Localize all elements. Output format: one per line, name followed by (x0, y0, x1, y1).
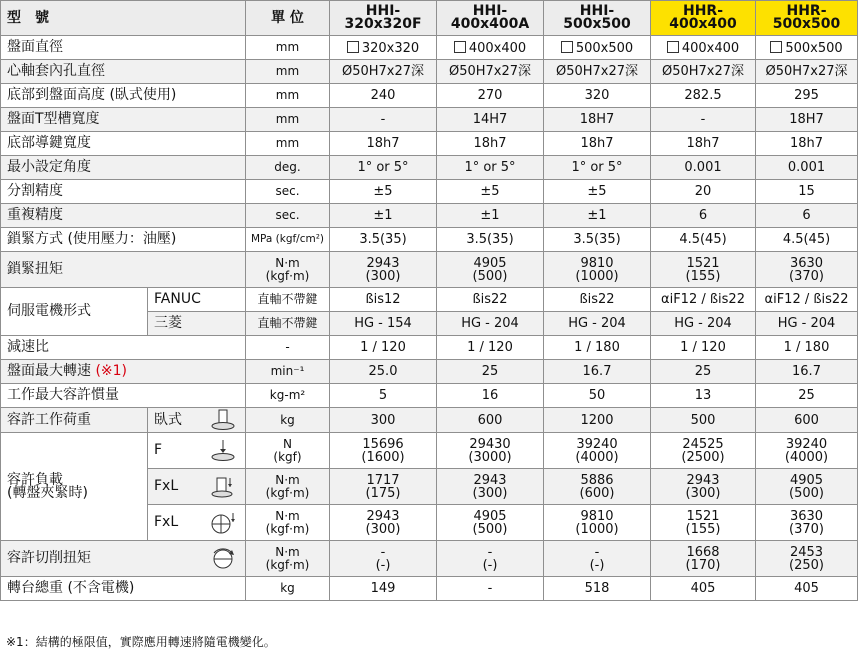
row-unit: mm (246, 36, 330, 60)
row-label: 重複精度 (1, 204, 246, 228)
row-label: 心軸套內孔直徑 (1, 60, 246, 84)
model-header: HHI-320x320F (330, 1, 437, 36)
row-label: 分割精度 (1, 180, 246, 204)
cell: 9810 (1000) (544, 252, 651, 288)
work-load-row (1, 408, 858, 433)
cell: 3.5(35) (437, 228, 544, 252)
cell: 6 (756, 204, 858, 228)
cell: 500x500 (544, 36, 651, 60)
cell: 24525 (2500) (651, 433, 756, 469)
cell: 149 (330, 577, 437, 601)
repeat-row (1, 204, 858, 228)
cell: - (330, 108, 437, 132)
model-header: HHR-400x400 (651, 1, 756, 36)
table-size-row (1, 36, 858, 60)
cell: 13 (651, 384, 756, 408)
cell: 320 (544, 84, 651, 108)
cell: - (437, 577, 544, 601)
cell: 18H7 (756, 108, 858, 132)
cell: 18h7 (544, 132, 651, 156)
cell: ±1 (330, 204, 437, 228)
row-label: 容許負載 (轉盤夾緊時) (1, 433, 148, 541)
cell: 1° or 5° (330, 156, 437, 180)
row-unit: mm (246, 108, 330, 132)
cell: 18H7 (544, 108, 651, 132)
row-unit: 直軸不帶鍵 (246, 312, 330, 336)
row-label: 底部導鍵寬度 (1, 132, 246, 156)
cell: 39240 (4000) (544, 433, 651, 469)
cell: 1° or 5° (544, 156, 651, 180)
cell: Ø50H7x27深 (544, 60, 651, 84)
cell: 3.5(35) (330, 228, 437, 252)
cell: 1 / 120 (437, 336, 544, 360)
cell: 240 (330, 84, 437, 108)
row-unit: mm (246, 84, 330, 108)
row-unit: N·m (kgf·m) (246, 252, 330, 288)
cell: 2943 (300) (651, 469, 756, 505)
cell: 25 (651, 360, 756, 384)
row-unit: - (246, 336, 330, 360)
row-label: 最小設定角度 (1, 156, 246, 180)
model-header: HHR-500x500 (756, 1, 858, 36)
cell: 2453 (250) (756, 541, 858, 577)
t-slot-row (1, 108, 858, 132)
row-unit: sec. (246, 180, 330, 204)
cell: 0.001 (756, 156, 858, 180)
sub-label: F (148, 433, 246, 469)
model-header: HHI-500x500 (544, 1, 651, 36)
cell: 1° or 5° (437, 156, 544, 180)
cell: 18h7 (651, 132, 756, 156)
row-label: 鎖緊方式 (使用壓力：油壓) (1, 228, 246, 252)
cell: HG - 204 (437, 312, 544, 336)
cell: 300 (330, 408, 437, 433)
cell: 600 (437, 408, 544, 433)
cell: HG - 154 (330, 312, 437, 336)
cell: 1717 (175) (330, 469, 437, 505)
cell: 16.7 (544, 360, 651, 384)
sub-label: FANUC (148, 288, 246, 312)
cell: 282.5 (651, 84, 756, 108)
cell: 320x320 (330, 36, 437, 60)
axial-force-icon (208, 439, 238, 463)
row-unit: kg-m² (246, 384, 330, 408)
row-unit: N (kgf) (246, 433, 330, 469)
square-icon (454, 41, 466, 53)
cell: - (651, 108, 756, 132)
cell: 518 (544, 577, 651, 601)
cell: Ø50H7x27深 (437, 60, 544, 84)
row-label: 盤面最大轉速 (※1) (1, 360, 246, 384)
row-unit: min⁻¹ (246, 360, 330, 384)
cell: 4.5(45) (651, 228, 756, 252)
cell: 18h7 (330, 132, 437, 156)
row-unit: MPa (kgf/cm²) (246, 228, 330, 252)
footnote: ※1：結構的極限值，實際應用轉速將隨電機變化。 (6, 635, 276, 649)
row-label: 工作最大容許慣量 (1, 384, 246, 408)
inertia-row (1, 384, 858, 408)
cell: 1 / 180 (756, 336, 858, 360)
allow-load-f-row (1, 433, 858, 469)
cell: 18h7 (437, 132, 544, 156)
type-header: 型 號 (1, 1, 246, 36)
cell: HG - 204 (756, 312, 858, 336)
cell: - (-) (544, 541, 651, 577)
cell: αiF12 / ßis22 (651, 288, 756, 312)
sub-label: FxL (148, 469, 246, 505)
clamp-method-row (1, 228, 858, 252)
row-unit: kg (246, 408, 330, 433)
cell: Ø50H7x27深 (756, 60, 858, 84)
cell: 1521 (155) (651, 252, 756, 288)
cut-torque-row (1, 541, 858, 577)
horizontal-table-icon (208, 408, 238, 432)
cell: 3630 (370) (756, 505, 858, 541)
cell: 405 (756, 577, 858, 601)
cell: - (-) (330, 541, 437, 577)
row-label: 底部到盤面高度 (臥式使用) (1, 84, 246, 108)
indexing-row (1, 180, 858, 204)
cell: 4905 (500) (437, 505, 544, 541)
row-unit: sec. (246, 204, 330, 228)
cell: 4905 (500) (756, 469, 858, 505)
cell: 5 (330, 384, 437, 408)
cell: 1668 (170) (651, 541, 756, 577)
row-label: 容許切削扭矩 (1, 541, 246, 577)
cell: 14H7 (437, 108, 544, 132)
cell: 1521 (155) (651, 505, 756, 541)
sub-label: 三菱 (148, 312, 246, 336)
row-label: 容許工作荷重 (1, 408, 148, 433)
cell: 3.5(35) (544, 228, 651, 252)
cell: 270 (437, 84, 544, 108)
cell: 50 (544, 384, 651, 408)
cell: 5886 (600) (544, 469, 651, 505)
cell: 295 (756, 84, 858, 108)
cell: 2943 (300) (330, 252, 437, 288)
cell: 15696 (1600) (330, 433, 437, 469)
row-label: 盤面T型槽寬度 (1, 108, 246, 132)
row-label: 轉台總重 (不含電機) (1, 577, 246, 601)
cell: 500x500 (756, 36, 858, 60)
cell: 400x400 (437, 36, 544, 60)
row-unit: deg. (246, 156, 330, 180)
cell: 2943 (300) (437, 469, 544, 505)
cell: 25 (437, 360, 544, 384)
row-unit: 直軸不帶鍵 (246, 288, 330, 312)
row-label: 伺服電機形式 (1, 288, 148, 336)
cell: 1 / 120 (330, 336, 437, 360)
row-label: 盤面直徑 (1, 36, 246, 60)
min-angle-row (1, 156, 858, 180)
max-speed-row (1, 360, 858, 384)
center-height-row (1, 84, 858, 108)
cell: ±1 (437, 204, 544, 228)
cell: 6 (651, 204, 756, 228)
cell: ±5 (544, 180, 651, 204)
vertical-table-icon (208, 511, 238, 535)
model-header: HHI-400x400A (437, 1, 544, 36)
cell: 15 (756, 180, 858, 204)
row-label: 減速比 (1, 336, 246, 360)
cell: ßis22 (437, 288, 544, 312)
cell: ±5 (437, 180, 544, 204)
cell: 25 (756, 384, 858, 408)
row-unit: kg (246, 577, 330, 601)
cell: ±5 (330, 180, 437, 204)
cell: 405 (651, 577, 756, 601)
cell: 4.5(45) (756, 228, 858, 252)
square-icon (561, 41, 573, 53)
cell: 29430 (3000) (437, 433, 544, 469)
moment-load-icon (208, 475, 238, 499)
cell: Ø50H7x27深 (651, 60, 756, 84)
row-unit: N·m (kgf·m) (246, 505, 330, 541)
cell: 16 (437, 384, 544, 408)
cell: 39240 (4000) (756, 433, 858, 469)
cell: 500 (651, 408, 756, 433)
servo-fanuc-row (1, 288, 858, 312)
cell: 25.0 (330, 360, 437, 384)
header-row (1, 1, 858, 36)
row-unit: mm (246, 60, 330, 84)
cell: ßis22 (544, 288, 651, 312)
cell: 4905 (500) (437, 252, 544, 288)
clamp-torque-row (1, 252, 858, 288)
spindle-bore-row (1, 60, 858, 84)
cell: 0.001 (651, 156, 756, 180)
cell: HG - 204 (544, 312, 651, 336)
cell: 18h7 (756, 132, 858, 156)
cell: αiF12 / ßis22 (756, 288, 858, 312)
cell: 600 (756, 408, 858, 433)
cell: HG - 204 (651, 312, 756, 336)
cell: 1 / 180 (544, 336, 651, 360)
footnote-ref: (※1) (95, 363, 128, 379)
cell: 20 (651, 180, 756, 204)
cell: 16.7 (756, 360, 858, 384)
cell: ±1 (544, 204, 651, 228)
square-icon (770, 41, 782, 53)
unit-header: 單 位 (246, 1, 330, 36)
weight-row (1, 577, 858, 601)
sub-label: 臥式 (148, 408, 246, 433)
cell: 400x400 (651, 36, 756, 60)
cell: Ø50H7x27深 (330, 60, 437, 84)
cell: 1200 (544, 408, 651, 433)
cutting-torque-icon (208, 547, 238, 571)
ratio-row (1, 336, 858, 360)
row-unit: N·m (kgf·m) (246, 469, 330, 505)
cell: 9810 (1000) (544, 505, 651, 541)
row-unit: mm (246, 132, 330, 156)
cell: 3630 (370) (756, 252, 858, 288)
row-unit: N·m (kgf·m) (246, 541, 330, 577)
cell: ßis12 (330, 288, 437, 312)
key-width-row (1, 132, 858, 156)
square-icon (347, 41, 359, 53)
cell: 2943 (300) (330, 505, 437, 541)
row-label: 鎖緊扭矩 (1, 252, 246, 288)
cell: 1 / 120 (651, 336, 756, 360)
sub-label: FxL (148, 505, 246, 541)
cell: - (-) (437, 541, 544, 577)
square-icon (667, 41, 679, 53)
